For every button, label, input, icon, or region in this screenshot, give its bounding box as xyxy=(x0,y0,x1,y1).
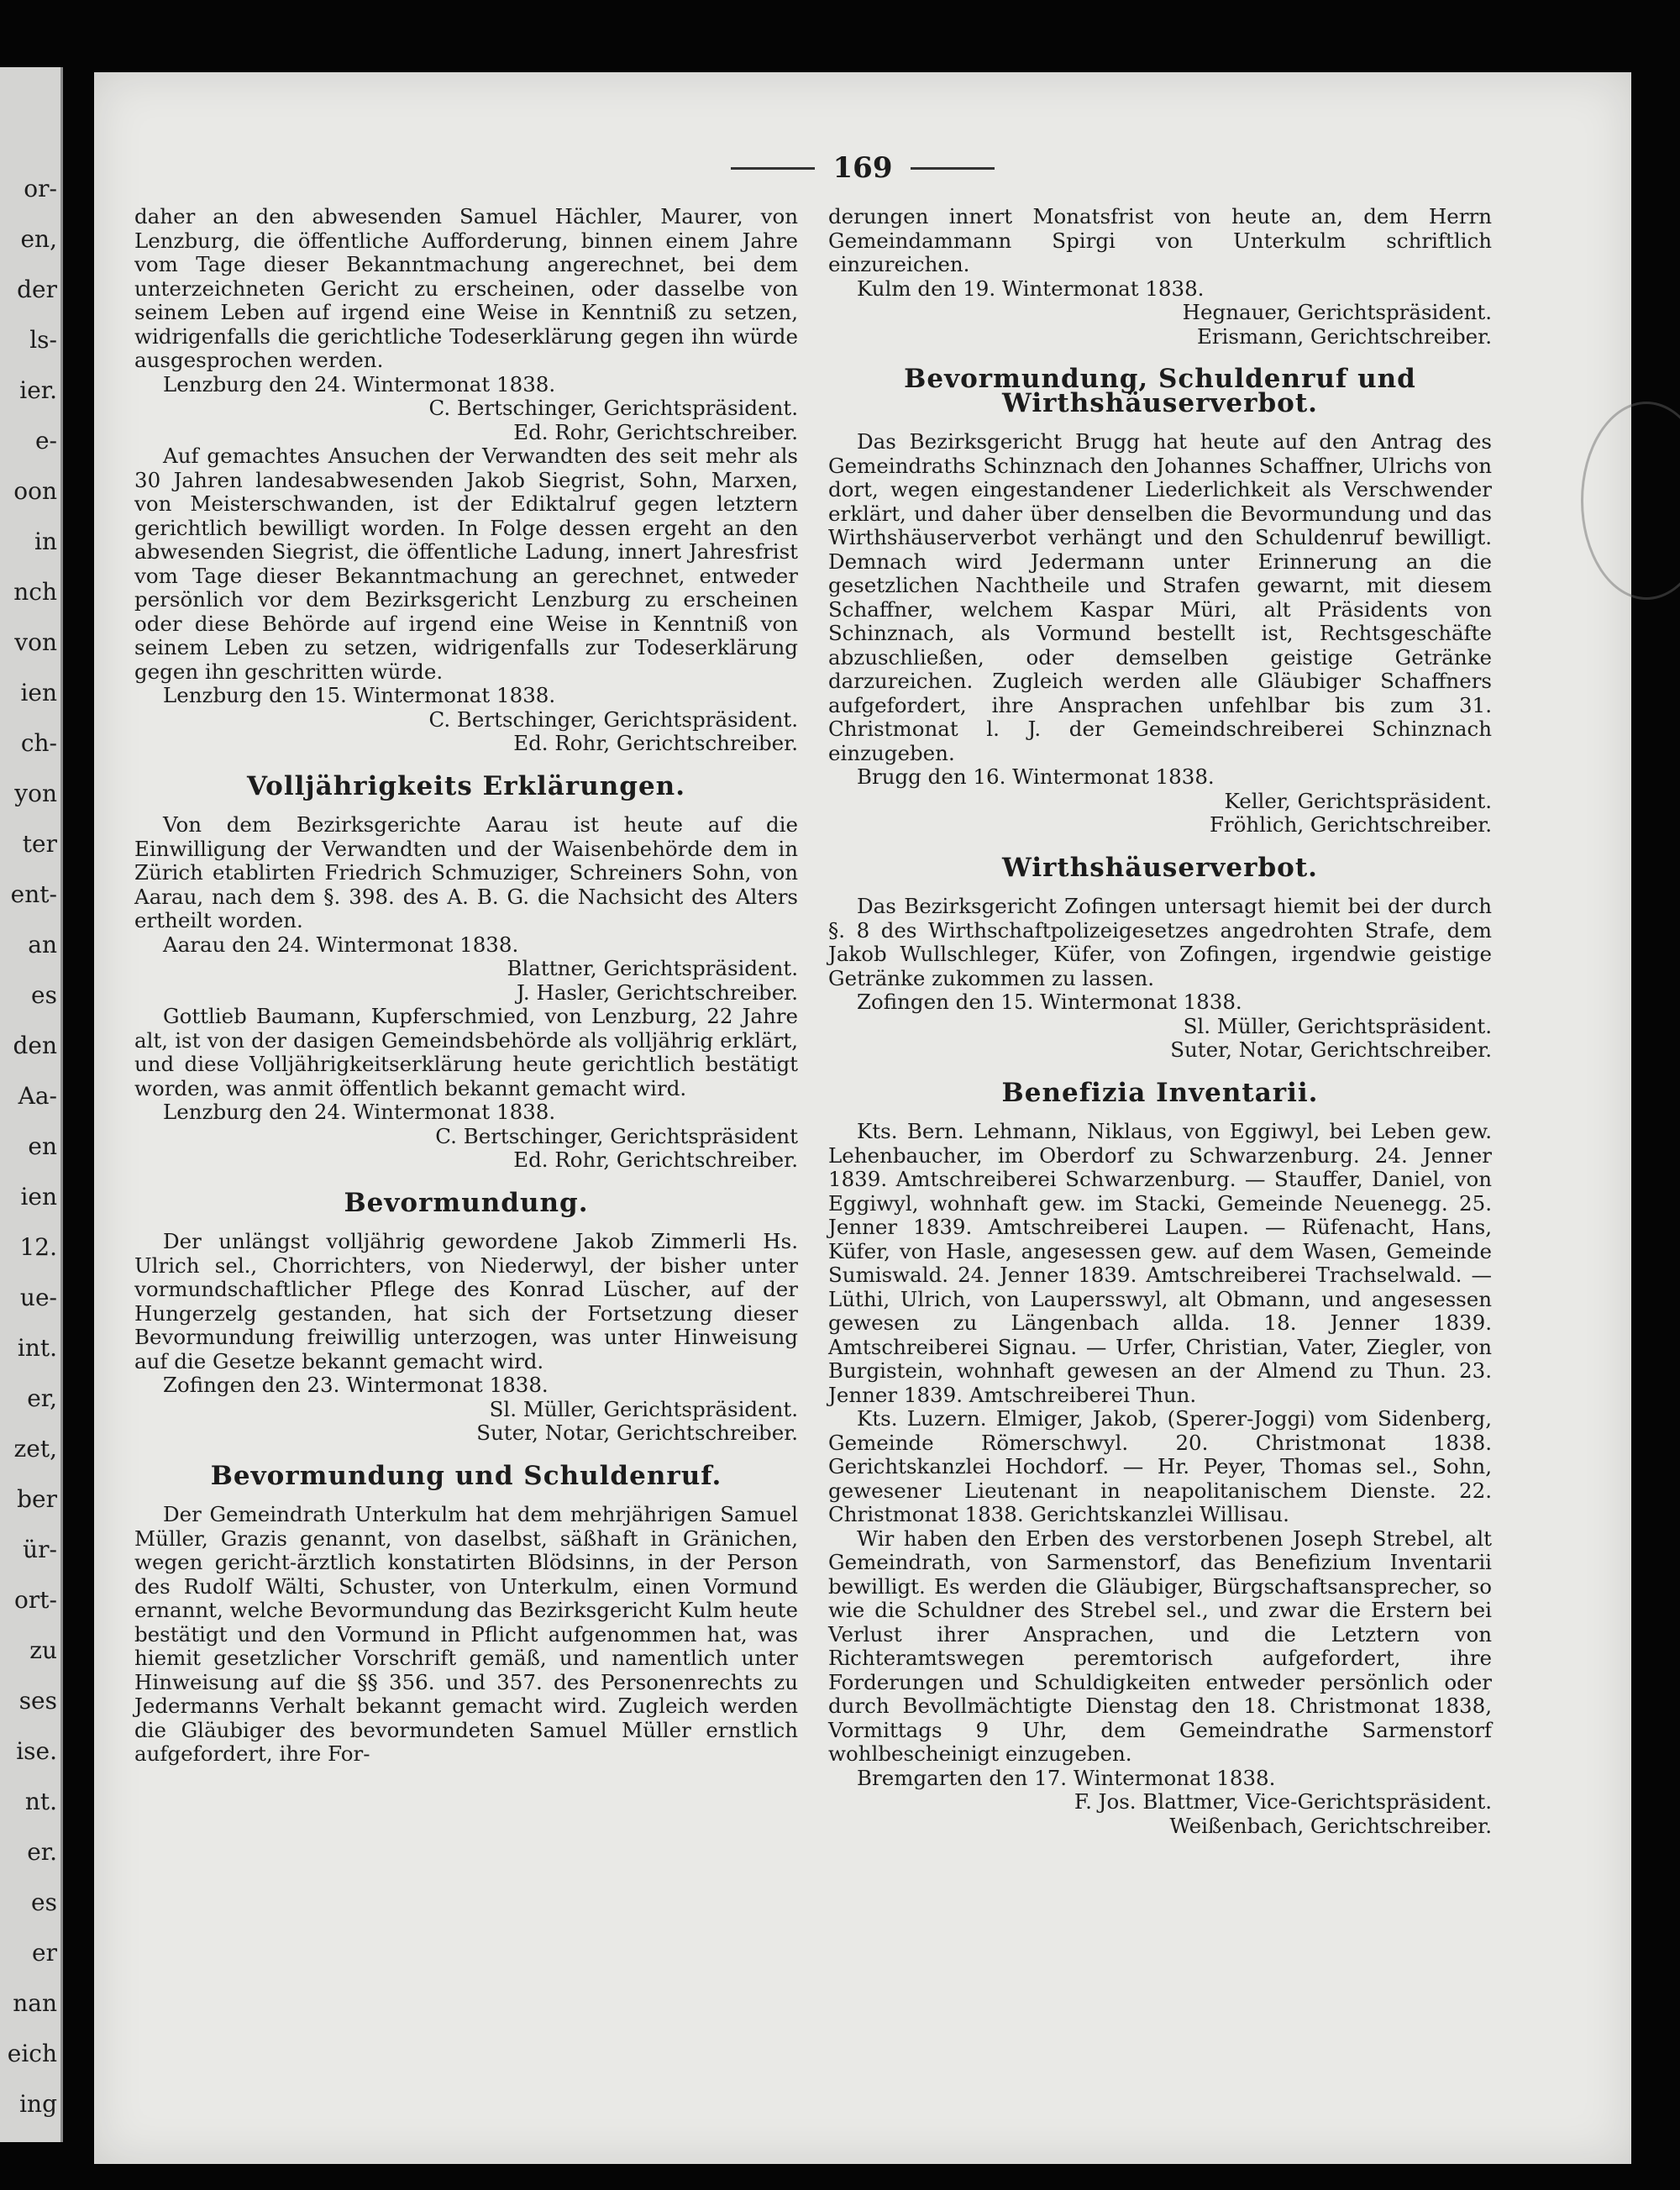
signature-line: Suter, Notar, Gerichtschreiber. xyxy=(1170,1037,1492,1062)
previous-page-fragment: yon xyxy=(14,780,57,807)
previous-page-fragment: ent- xyxy=(10,880,57,908)
previous-page-fragment: ter xyxy=(22,830,57,858)
previous-page-fragment: en, xyxy=(20,225,57,253)
previous-page-fragment: or- xyxy=(24,175,57,202)
previous-page-fragment: nan xyxy=(13,1989,57,2017)
signature-line: Weißenbach, Gerichtschreiber. xyxy=(1169,1813,1492,1838)
previous-page-fragment: in xyxy=(34,528,57,555)
notice-paragraph: derungen innert Monatsfrist von heute an, dem Herrn Gemeindammann Spirgi von Unterkulm schriftlich einzureichen. xyxy=(828,204,1492,276)
notice-paragraph: Kts. Luzern. Elmiger, Jakob, (Sperer-Joggi) vom Sidenberg, Gemeinde Römerschwyl. 20. Christmonat 1838. Gerichtskanzlei Hochdorf. — Hr. Peyer, Thomas sel., Sohn, gewesener Lieutenant in neapolitanischem Dienste. 22. Christmonat 1838. Gerichtskanzlei Willisau. xyxy=(828,1406,1492,1526)
place-date-line: Aarau den 24. Wintermonat 1838. xyxy=(163,932,519,957)
previous-page-fragment: nch xyxy=(13,578,57,606)
signature-line: Erismann, Gerichtschreiber. xyxy=(1196,323,1492,349)
place-date-line: Brugg den 16. Wintermonat 1838. xyxy=(857,764,1215,789)
place-date-line: Lenzburg den 24. Wintermonat 1838. xyxy=(163,1100,556,1124)
previous-page-fragment: zet, xyxy=(13,1435,57,1463)
previous-page-fragment: an xyxy=(28,931,57,958)
previous-page-fragment: ses xyxy=(18,1687,57,1715)
previous-page-fragment: er. xyxy=(27,1838,57,1866)
previous-page-fragment: e- xyxy=(34,427,57,454)
previous-page-fragment: eich xyxy=(7,2040,57,2067)
library-stamp xyxy=(1581,402,1680,600)
header-rule-right xyxy=(911,167,995,170)
previous-page-fragment: ien xyxy=(20,679,57,706)
previous-page-fragment: von xyxy=(14,628,57,656)
previous-page-fragment: es xyxy=(31,1888,57,1916)
previous-page-fragment: en xyxy=(28,1132,57,1160)
notice-paragraph: Das Bezirksgericht Zofingen untersagt hiemit bei der durch §. 8 des Wirthschaftpolizeigesetzes angedrohten Strafe, dem Jakob Wullschleger, Küfer, von Zofingen, irgendwie geistige Getränke zukommen zu lassen. xyxy=(828,894,1492,990)
section-heading: Bevormundung. xyxy=(344,1187,589,1218)
notice-paragraph: Von dem Bezirksgerichte Aarau ist heute auf die Einwilligung der Verwandten und der Waisenbehörde dem in Zürich etablirten Friedrich Schmuziger, Schreiners Sohn, von Aarau, nach dem §. 398. des A. B. G. die Nachsicht des Alters ertheilt worden. xyxy=(134,812,798,932)
previous-page-fragment: ls- xyxy=(29,326,57,354)
previous-page-fragment: den xyxy=(13,1032,57,1059)
signature-line: C. Bertschinger, Gerichtspräsident. xyxy=(428,396,798,420)
previous-page-fragment: zu xyxy=(29,1636,57,1664)
previous-page-fragment: ise. xyxy=(16,1737,57,1765)
signature-line: J. Hasler, Gerichtschreiber. xyxy=(516,979,798,1005)
previous-page-fragment: ber xyxy=(17,1485,57,1513)
previous-page-fragment: ien xyxy=(20,1183,57,1211)
previous-page-fragment: er, xyxy=(27,1384,57,1412)
signature-line: C. Bertschinger, Gerichtspräsident. xyxy=(428,706,798,732)
previous-page-fragment: ort- xyxy=(14,1586,57,1614)
previous-page-fragment: oon xyxy=(13,477,57,505)
signature-line: Sl. Müller, Gerichtspräsident. xyxy=(489,1396,798,1421)
signature-line: Ed. Rohr, Gerichtschreiber. xyxy=(513,419,798,444)
notice-paragraph: Das Bezirksgericht Brugg hat heute auf den Antrag des Gemeindraths Schinznach den Johannes Schaffner, Ulrichs von dort, wegen eingestandener Liederlichkeit als Verschwender erklärt, und daher über denselben die Bevormundung und das Wirthshäuserverbot verhängt und den Schuldenruf bewilligt. Demnach wird Jedermann unter Erinnerung an die gesetzlichen Nachtheile und Strafen gewarnt, mit diesem Schaffner, welchem Kaspar Müri, alt Präsidents von Schinznach, als Vormund bestellt ist, Rechtsgeschäfte abzuschließen, oder demselben geistige Getränke darzureichen. Zugleich werden alle Gläubiger Schaffners aufgefordert, ihre Ansprachen unfehlbar bis zum 31. Christmonat l. J. der Gemeindschreiberei Schinznach einzugeben. xyxy=(828,429,1492,765)
section-heading: Bevormundung und Schuldenruf. xyxy=(210,1460,722,1491)
section-heading: Bevormundung, Schuldenruf und Wirthshäuserverbot. xyxy=(904,364,1416,418)
previous-page-fragment: es xyxy=(31,981,57,1009)
signature-line: Suter, Notar, Gerichtschreiber. xyxy=(476,1421,798,1445)
place-date-line: Zofingen den 23. Wintermonat 1838. xyxy=(163,1373,549,1397)
place-date-line: Zofingen den 15. Wintermonat 1838. xyxy=(857,990,1242,1014)
section-heading: Volljährigkeits Erklärungen. xyxy=(246,770,686,801)
signature-line: Blattner, Gerichtspräsident. xyxy=(507,956,798,980)
notice-paragraph: Kts. Bern. Lehmann, Niklaus, von Eggiwyl, bei Leben gew. Lehenbaucher, im Oberdorf zu Schwarzenburg. 24. Jenner 1839. Amtschreiberei Schwarzenburg. — Stauffer, Daniel, von Eggiwyl, wohnhaft gew. im Stacki, Gemeinde Neuenegg. 25. Jenner 1839. Amtschreiberei Laupen. — Rüfenacht, Hans, Küfer, von Hasle, angesessen gew. auf dem Wasen, Gemeinde Sumiswald. 24. Jenner 1839. Amtschreiberei Trachselwald. — Lüthi, Ulrich, von Laupersswyl, alt Obmann, und angesessen gewesen zu Längenbach allda. 18. Jenner 1839. Amtschreiberei Signau. — Urfer, Christian, Vater, Ziegler, von Burgistein, wohnhaft gewesen an der Almend zu Thun. 23. Jenner 1839. Amtschreiberei Thun. xyxy=(828,1119,1492,1407)
place-date-line: Lenzburg den 24. Wintermonat 1838. xyxy=(163,371,556,397)
signature-line: Sl. Müller, Gerichtspräsident. xyxy=(1183,1013,1492,1038)
notice-paragraph: Wir haben den Erben des verstorbenen Joseph Strebel, alt Gemeindrath, von Sarmenstorf, das Benefizium Inventarii bewilligt. Es werden die Gläubiger, Bürgschaftsansprecher, so wie die Schuldner des Strebel sel., und zwar die Erstern bei Verlust ihrer Ansprachen, und die Letztern von Richteramtswegen peremtorisch aufgefordert, ihre Forderungen und Schuldigkeiten entweder persönlich oder durch Bevollmächtigte Dienstag den 18. Christmonat 1838, Vormittags 9 Uhr, dem Gemeindrathe Sarmenstorf wohlbescheinigt einzugeben. xyxy=(828,1526,1492,1766)
place-date-line: Kulm den 19. Wintermonat 1838. xyxy=(857,276,1205,301)
previous-page-fragment: 12. xyxy=(19,1233,57,1261)
notice-paragraph: Auf gemachtes Ansuchen der Verwandten des seit mehr als 30 Jahren landesabwesenden Jakob Siegrist, Sohn, Marxen, von Meisterschwanden, ist der Ediktalruf gegen letztern gerichtlich bewilligt worden. In Folge dessen ergeht an den abwesenden Siegrist, die öffentliche Ladung, innert Jahresfrist vom Tage dieser Bekanntmachung an gerechnet, entweder persönlich vor dem Bezirksgericht Lenzburg zu erscheinen oder diese Behörde auf irgend eine Weise in Kenntniß von seinem Leben zu setzen, widrigenfalls zur Todeserklärung gegen ihn geschritten würde. xyxy=(134,444,798,684)
place-date-line: Lenzburg den 15. Wintermonat 1838. xyxy=(163,683,556,707)
notice-paragraph: Der unlängst volljährig gewordene Jakob Zimmerli Hs. Ulrich sel., Chorrichters, von Niederwyl, der bisher unter vormundschaftlicher Pflege des Konrad Lüscher, auf der Hungerzelg gestanden, hat sich der Fortsetzung dieser Bevormundung freiwillig unterzogen, was unter Hinweisung auf die Gesetze bekannt gemacht wird. xyxy=(134,1229,798,1373)
previous-page-fragment: ier. xyxy=(19,376,57,404)
place-date-line: Bremgarten den 17. Wintermonat 1838. xyxy=(857,1765,1276,1790)
signature-line: C. Bertschinger, Gerichtspräsident xyxy=(435,1123,798,1148)
previous-page-fragment: der xyxy=(17,276,57,303)
signature-line: Ed. Rohr, Gerichtschreiber. xyxy=(513,1148,798,1172)
signature-line: Hegnauer, Gerichtspräsident. xyxy=(1182,300,1492,324)
right-column xyxy=(828,205,1492,1838)
previous-page-fragment: ue- xyxy=(19,1284,57,1311)
previous-page-fragment: er xyxy=(32,1939,57,1967)
previous-page-fragment: ch- xyxy=(20,729,57,757)
page-number: 169 xyxy=(832,151,893,185)
notice-paragraph: Der Gemeindrath Unterkulm hat dem mehrjährigen Samuel Müller, Grazis genannt, von daselbst, säßhaft in Gränichen, wegen gericht-ärztlich konstatirten Blödsinns, in der Person des Rudolf Wälti, Schuster, von Unterkulm, einen Vormund ernannt, welche Bevormundung das Bezirksgericht Kulm heute bestätigt und den Vormund in Pflicht aufgenommen hat, was hiemit gesetzlicher Vorschrift gemäß, und namentlich unter Hinweisung auf die §§ 356. und 357. des Personenrechts zu Jedermanns Verhalt bekannt gemacht wird. Zugleich werden die Gläubiger des bevormundeten Samuel Müller ernstlich aufgefordert, ihre For- xyxy=(134,1502,798,1766)
previous-page-edge xyxy=(0,67,63,2142)
previous-page-fragment: ing xyxy=(19,2090,57,2118)
section-heading: Benefizia Inventarii. xyxy=(1001,1077,1319,1108)
newspaper-page xyxy=(94,72,1631,2164)
left-column xyxy=(134,205,798,1767)
notice-paragraph: daher an den abwesenden Samuel Hächler, Maurer, von Lenzburg, die öffentliche Aufforderung, binnen einem Jahre vom Tage dieser Bekanntmachung angerechnet, bei dem unterzeichneten Gericht zu erscheinen, oder dasselbe von seinem Leben auf irgend eine Weise in Kenntniß zu setzen, widrigenfalls die gerichtliche Todeserklärung gegen ihn würde ausgesprochen werden. xyxy=(134,204,798,372)
signature-line: Keller, Gerichtspräsident. xyxy=(1224,788,1492,813)
signature-line: Fröhlich, Gerichtschreiber. xyxy=(1209,812,1492,837)
page-header xyxy=(94,151,1631,185)
previous-page-fragment: ür- xyxy=(23,1536,57,1563)
section-heading: Wirthshäuserverbot. xyxy=(1002,852,1318,883)
signature-line: F. Jos. Blattmer, Vice-Gerichtspräsident. xyxy=(1074,1789,1492,1814)
signature-line: Ed. Rohr, Gerichtschreiber. xyxy=(513,731,798,755)
previous-page-fragment: Aa- xyxy=(18,1082,57,1110)
previous-page-fragment: nt. xyxy=(24,1788,57,1815)
notice-paragraph: Gottlieb Baumann, Kupferschmied, von Lenzburg, 22 Jahre alt, ist von der dasigen Gemeindsbehörde als volljährig erklärt, und diese Volljährigkeitserklärung heute gerichtlich bestätigt worden, was anmit öffentlich bekannt gemacht wird. xyxy=(134,1004,798,1100)
header-rule-left xyxy=(731,167,815,170)
previous-page-fragment: int. xyxy=(17,1334,57,1362)
